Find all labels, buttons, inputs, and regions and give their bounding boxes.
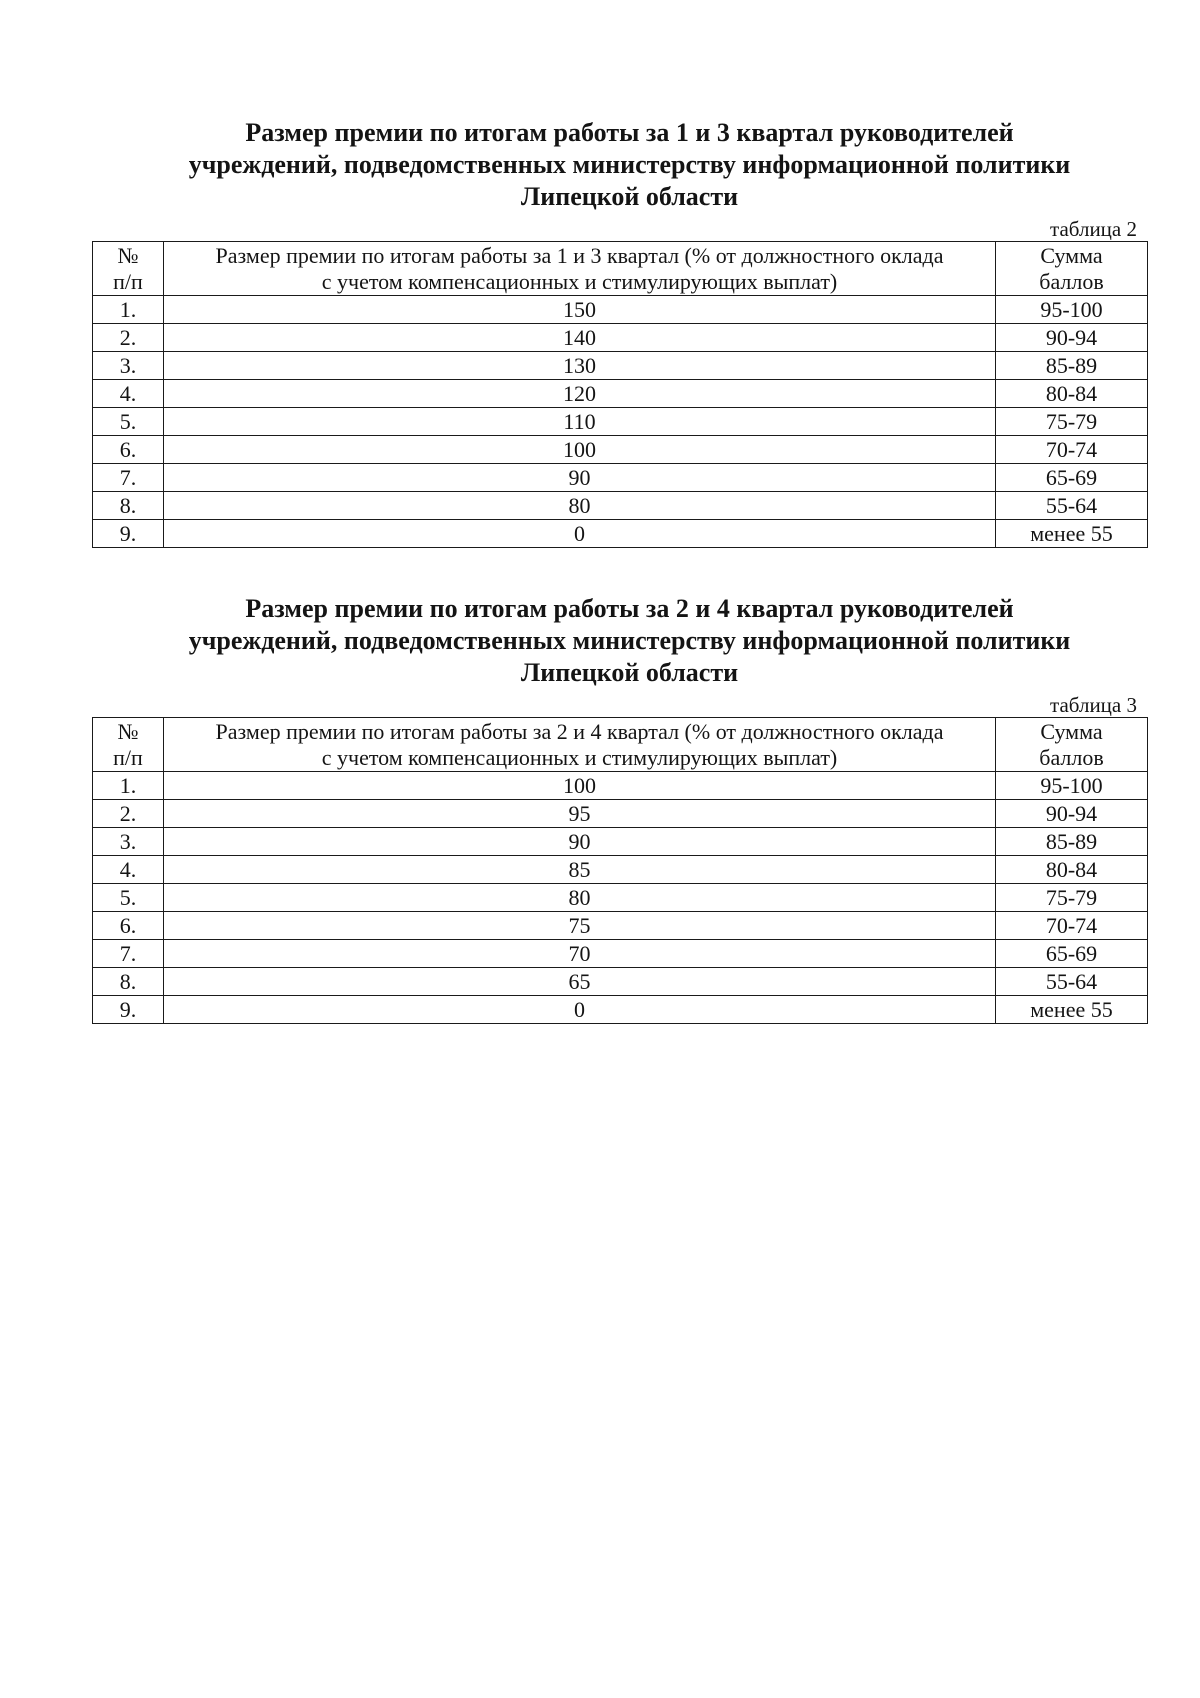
table-row	[93, 968, 1148, 996]
header-text: с учетом компенсационных и стимулирующих выплат)	[321, 268, 838, 294]
row-number: 8.	[93, 968, 164, 996]
table-row	[93, 912, 1148, 940]
row-number: 6.	[93, 436, 164, 464]
row-score-range: 95-100	[996, 772, 1148, 800]
row-number: 3.	[93, 828, 164, 856]
row-number: 1.	[93, 296, 164, 324]
row-score-range: 55-64	[996, 968, 1148, 996]
section-q2-q4	[92, 593, 1147, 1024]
table-row	[93, 492, 1148, 520]
row-bonus-size: 70	[164, 940, 996, 968]
title-line: Размер премии по итогам работы за 2 и 4 квартал руководителей	[245, 594, 1014, 623]
premium-table	[92, 241, 1148, 548]
row-number: 8.	[93, 492, 164, 520]
table-row	[93, 408, 1148, 436]
row-bonus-size: 0	[164, 520, 996, 548]
section-title	[92, 593, 1147, 689]
header-text: п/п	[113, 744, 143, 770]
row-bonus-size: 120	[164, 380, 996, 408]
row-score-range: 65-69	[996, 464, 1148, 492]
header-score-sum	[996, 242, 1148, 296]
row-bonus-size: 65	[164, 968, 996, 996]
header-text: Размер премии по итогам работы за 1 и 3 квартал (% от должностного оклада	[215, 242, 944, 268]
table-header-row	[93, 242, 1148, 296]
row-number: 7.	[93, 940, 164, 968]
table-header-row	[93, 718, 1148, 772]
row-bonus-size: 0	[164, 996, 996, 1024]
row-number: 7.	[93, 464, 164, 492]
row-score-range: 75-79	[996, 408, 1148, 436]
row-bonus-size: 130	[164, 352, 996, 380]
row-number: 9.	[93, 996, 164, 1024]
row-score-range: 75-79	[996, 884, 1148, 912]
row-number: 5.	[93, 884, 164, 912]
header-number	[93, 242, 164, 296]
table-row	[93, 996, 1148, 1024]
header-score-sum	[996, 718, 1148, 772]
section-title	[92, 117, 1147, 213]
row-bonus-size: 150	[164, 296, 996, 324]
row-score-range: менее 55	[996, 996, 1148, 1024]
header-text: баллов	[1039, 744, 1104, 770]
title-line: Липецкой области	[520, 182, 739, 211]
row-score-range: 70-74	[996, 436, 1148, 464]
table-row	[93, 884, 1148, 912]
row-number: 5.	[93, 408, 164, 436]
table-row	[93, 940, 1148, 968]
row-bonus-size: 80	[164, 492, 996, 520]
header-bonus-size	[164, 718, 996, 772]
row-bonus-size: 90	[164, 464, 996, 492]
row-number: 4.	[93, 856, 164, 884]
row-bonus-size: 100	[164, 436, 996, 464]
table-row	[93, 324, 1148, 352]
table-row	[93, 296, 1148, 324]
table-label: таблица 2	[1050, 217, 1137, 241]
row-score-range: 90-94	[996, 324, 1148, 352]
row-bonus-size: 90	[164, 828, 996, 856]
row-score-range: 80-84	[996, 380, 1148, 408]
title-line: учреждений, подведомственных министерству информационной политики	[188, 626, 1071, 655]
row-score-range: 65-69	[996, 940, 1148, 968]
row-score-range: 95-100	[996, 296, 1148, 324]
row-number: 1.	[93, 772, 164, 800]
row-number: 2.	[93, 324, 164, 352]
row-bonus-size: 80	[164, 884, 996, 912]
row-number: 2.	[93, 800, 164, 828]
section-q1-q3	[92, 117, 1147, 548]
title-line: учреждений, подведомственных министерству информационной политики	[188, 150, 1071, 179]
row-number: 4.	[93, 380, 164, 408]
table-row	[93, 772, 1148, 800]
header-text: Сумма	[1040, 718, 1103, 744]
title-line: Размер премии по итогам работы за 1 и 3 квартал руководителей	[245, 118, 1014, 147]
table-row	[93, 436, 1148, 464]
table-label: таблица 3	[1050, 693, 1137, 717]
row-score-range: 85-89	[996, 352, 1148, 380]
row-score-range: 70-74	[996, 912, 1148, 940]
header-text: №	[117, 242, 139, 268]
row-bonus-size: 95	[164, 800, 996, 828]
row-score-range: 55-64	[996, 492, 1148, 520]
row-bonus-size: 140	[164, 324, 996, 352]
row-bonus-size: 75	[164, 912, 996, 940]
header-text: №	[117, 718, 139, 744]
header-text: с учетом компенсационных и стимулирующих выплат)	[321, 744, 838, 770]
header-text: Сумма	[1040, 242, 1103, 268]
row-bonus-size: 100	[164, 772, 996, 800]
table-row	[93, 464, 1148, 492]
row-number: 9.	[93, 520, 164, 548]
table-row	[93, 352, 1148, 380]
table-row	[93, 800, 1148, 828]
header-text: баллов	[1039, 268, 1104, 294]
row-number: 3.	[93, 352, 164, 380]
row-bonus-size: 85	[164, 856, 996, 884]
header-text: п/п	[113, 268, 143, 294]
row-bonus-size: 110	[164, 408, 996, 436]
title-line: Липецкой области	[520, 658, 739, 687]
row-score-range: 90-94	[996, 800, 1148, 828]
table-row	[93, 520, 1148, 548]
row-score-range: 80-84	[996, 856, 1148, 884]
row-score-range: 85-89	[996, 828, 1148, 856]
row-number: 6.	[93, 912, 164, 940]
table-row	[93, 856, 1148, 884]
table-row	[93, 828, 1148, 856]
header-number	[93, 718, 164, 772]
table-row	[93, 380, 1148, 408]
premium-table	[92, 717, 1148, 1024]
header-text: Размер премии по итогам работы за 2 и 4 квартал (% от должностного оклада	[215, 718, 944, 744]
header-bonus-size	[164, 242, 996, 296]
row-score-range: менее 55	[996, 520, 1148, 548]
